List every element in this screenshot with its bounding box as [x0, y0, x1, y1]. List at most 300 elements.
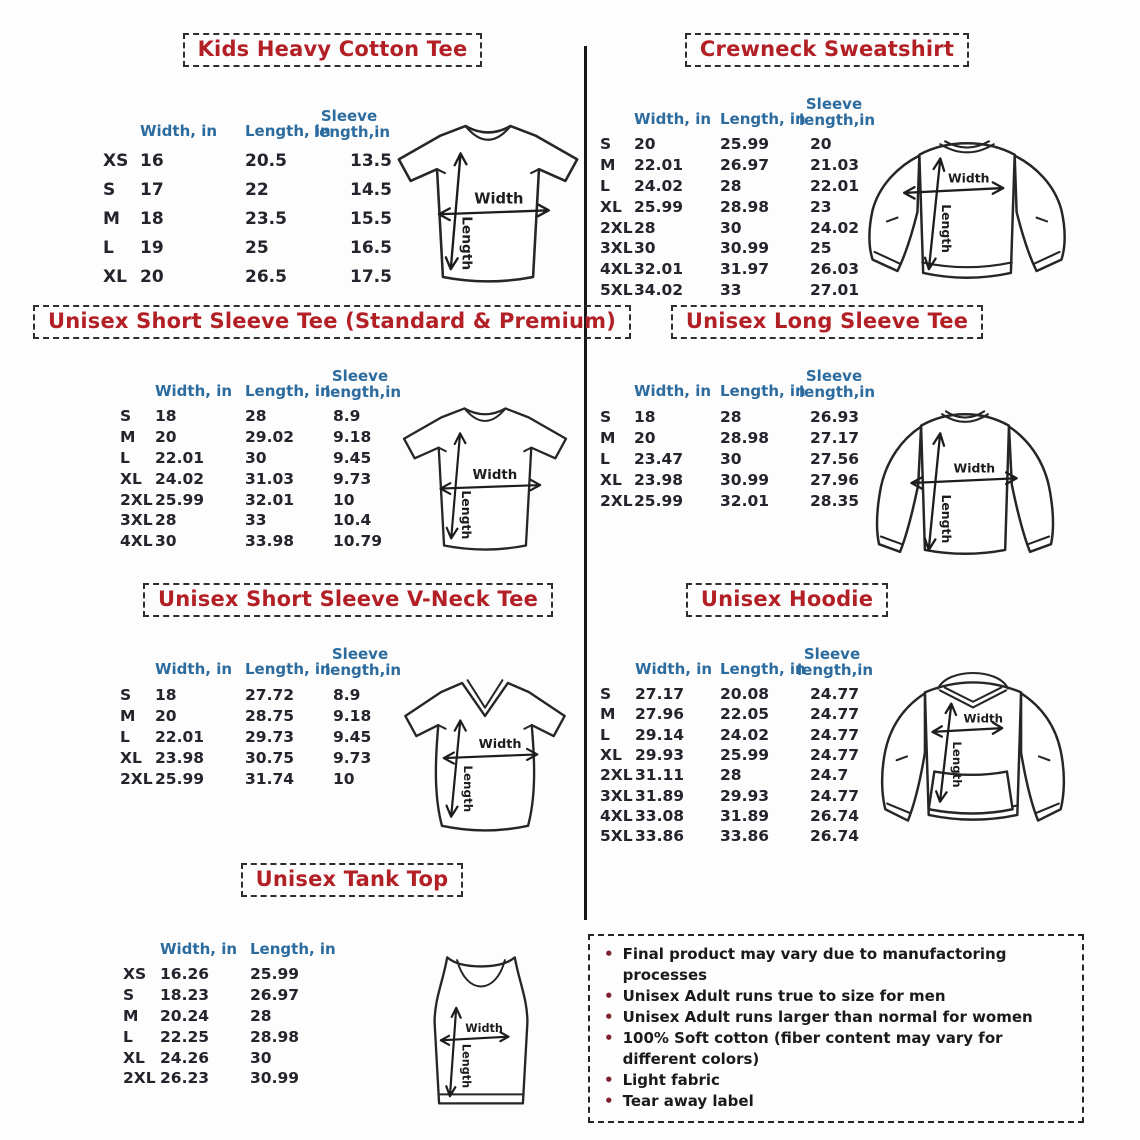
size-label: S	[120, 685, 132, 704]
size-label: XL	[120, 469, 142, 488]
tank-top-diagram	[420, 952, 542, 1116]
size-label: S	[103, 179, 116, 200]
table-header-row	[600, 636, 898, 684]
section-crewneck-sweatshirt	[592, 28, 1132, 298]
measurement-value: 31.97	[720, 260, 770, 279]
size-table	[600, 86, 898, 300]
measurement-value: 24.02	[810, 218, 860, 237]
size-label: 2XL	[600, 491, 633, 510]
measurement-value: 14.5	[350, 179, 392, 200]
measurement-value: 31.89	[720, 806, 770, 825]
section-title	[685, 33, 969, 67]
measurement-value: 15.5	[350, 208, 392, 229]
measurement-value: 23.47	[634, 449, 684, 468]
size-row-2xl	[120, 769, 423, 790]
size-label: 4XL	[600, 806, 633, 825]
size-row-m	[600, 704, 898, 724]
tee-diagram	[396, 396, 574, 558]
column-header: Sleeve length,in	[325, 366, 402, 401]
measurement-value: 28	[155, 511, 177, 530]
measurement-value: 30	[720, 449, 742, 468]
length-arrow-label: Length	[458, 490, 474, 540]
measurement-value: 26.97	[720, 156, 770, 175]
size-row-l	[600, 448, 898, 469]
column-header: Length, in	[720, 660, 806, 678]
size-row-2xl	[600, 490, 898, 511]
section-kids-heavy-cotton-tee	[80, 28, 585, 298]
measurement-value: 20.08	[720, 685, 770, 704]
section-title	[671, 305, 983, 339]
tee-illustration	[390, 112, 586, 295]
size-label: L	[600, 449, 610, 468]
measurement-value: 25.99	[720, 746, 770, 765]
measurement-value: 10.79	[333, 532, 383, 551]
measurement-value: 32.01	[720, 491, 770, 510]
note-item	[604, 1070, 1070, 1091]
measurement-value: 27.96	[810, 470, 860, 489]
size-row-s	[600, 684, 898, 704]
note-item	[604, 1091, 1070, 1112]
measurement-value: 32.01	[245, 490, 295, 509]
width-arrow-label: Width	[947, 170, 990, 186]
measurement-value: 27.17	[635, 685, 685, 704]
size-row-4xl	[600, 806, 898, 826]
tee-diagram	[390, 112, 586, 291]
size-label: S	[600, 135, 612, 154]
size-row-xl	[600, 469, 898, 490]
measurement-value: 28	[720, 407, 742, 426]
size-label: S	[120, 407, 132, 426]
measurement-value: 20	[634, 428, 656, 447]
measurement-value: 24.02	[720, 725, 770, 744]
measurement-value: 25	[245, 237, 269, 258]
measurement-value: 20	[155, 428, 177, 447]
measurement-value: 31.74	[245, 770, 295, 789]
measurement-value: 33.86	[635, 827, 685, 846]
section-title	[686, 583, 888, 617]
column-header: Width, in	[634, 110, 712, 128]
measurement-value: 25.99	[634, 491, 684, 510]
measurement-value: 24.02	[634, 176, 684, 195]
measurement-value: 9.45	[333, 448, 372, 467]
width-arrow-label: Width	[472, 467, 518, 483]
measurement-value: 20	[140, 266, 164, 287]
size-label: 5XL	[600, 827, 633, 846]
measurement-value: 27.96	[635, 705, 685, 724]
measurement-value: 8.9	[333, 685, 361, 704]
width-arrow-label: Width	[478, 737, 522, 753]
width-arrow-label: Width	[953, 460, 996, 476]
measurement-value: 22	[245, 179, 269, 200]
size-row-2xl	[600, 765, 898, 785]
size-label: S	[600, 407, 612, 426]
section-title	[33, 305, 631, 339]
measurement-value: 25.99	[155, 490, 205, 509]
size-label: L	[600, 176, 610, 195]
measurement-value: 29.14	[635, 725, 685, 744]
column-header: Width, in	[635, 660, 713, 678]
measurement-value: 17	[140, 179, 164, 200]
size-label: L	[103, 237, 114, 258]
tee-illustration	[396, 396, 574, 562]
measurement-value: 31.89	[635, 786, 685, 805]
measurement-value: 26.23	[160, 1069, 210, 1088]
size-label: 3XL	[600, 786, 633, 805]
measurement-value: 22.01	[155, 727, 205, 746]
title-row	[592, 33, 1062, 67]
size-row-s	[600, 134, 898, 155]
measurement-value: 27.56	[810, 449, 860, 468]
size-table	[600, 358, 898, 511]
size-label: M	[600, 705, 616, 724]
measurement-value: 23	[810, 197, 832, 216]
note-text: Light fabric	[622, 1071, 720, 1089]
size-row-l	[600, 725, 898, 745]
measurement-value: 28	[634, 218, 656, 237]
measurement-value: 28.98	[720, 197, 770, 216]
size-table	[600, 636, 898, 846]
title-row	[47, 305, 617, 339]
column-header: Sleeve length,in	[325, 644, 402, 679]
section-title	[143, 583, 553, 617]
measurement-value: 18	[155, 685, 177, 704]
measurement-value: 29.73	[245, 727, 295, 746]
measurement-value: 21.03	[810, 156, 860, 175]
size-label: XL	[600, 197, 622, 216]
size-row-s	[600, 406, 898, 427]
size-row-s	[120, 406, 423, 427]
measurement-value: 24.7	[810, 766, 849, 785]
size-label: M	[123, 1006, 139, 1025]
note-text: Tear away label	[622, 1092, 754, 1110]
size-row-xs	[123, 964, 350, 985]
measurement-value: 28	[245, 407, 267, 426]
width-arrow-label: Width	[474, 190, 524, 208]
measurement-value: 22.25	[160, 1027, 210, 1046]
measurement-value: 25	[810, 239, 832, 258]
measurement-value: 16	[140, 150, 164, 171]
measurement-value: 30.99	[720, 470, 770, 489]
measurement-value: 30	[245, 448, 267, 467]
width-arrow-label: Width	[465, 1022, 503, 1036]
section-title-text: Kids Heavy Cotton Tee	[197, 37, 468, 61]
size-label: XL	[103, 266, 127, 287]
size-row-5xl	[600, 280, 898, 301]
measurement-value: 28	[720, 766, 742, 785]
size-row-xl	[600, 745, 898, 765]
measurement-value: 8.9	[333, 407, 361, 426]
table-header-row	[120, 636, 423, 684]
column-header: Width, in	[634, 382, 712, 400]
size-row-3xl	[600, 785, 898, 805]
measurement-value: 26.03	[810, 260, 860, 279]
measurement-value: 24.02	[155, 469, 205, 488]
size-label: S	[600, 685, 612, 704]
v-neck-tee-illustration	[398, 670, 572, 841]
length-arrow-label: Length	[458, 216, 475, 271]
measurement-value: 17.5	[350, 266, 392, 287]
column-header: Length, in	[250, 940, 336, 958]
title-row	[592, 583, 982, 617]
measurement-value: 18	[155, 407, 177, 426]
measurement-value: 20.5	[245, 150, 287, 171]
measurement-value: 28	[720, 176, 742, 195]
measurement-value: 28.35	[810, 491, 860, 510]
sweatshirt-diagram	[860, 128, 1075, 292]
bullet-icon: •	[604, 945, 614, 963]
table-header-row	[120, 358, 423, 406]
size-label: XL	[600, 746, 622, 765]
size-row-4xl	[120, 531, 423, 552]
measurement-value: 22.01	[155, 448, 205, 467]
size-label: 4XL	[600, 260, 633, 279]
note-item	[604, 1028, 1070, 1070]
column-header: Width, in	[160, 940, 238, 958]
measurement-value: 29.02	[245, 428, 295, 447]
size-row-s	[120, 684, 423, 705]
measurement-value: 31.11	[635, 766, 685, 785]
note-text: Unisex Adult runs true to size for men	[622, 987, 946, 1005]
measurement-value: 33.08	[635, 806, 685, 825]
measurement-value: 26.97	[250, 986, 300, 1005]
length-arrow-label: Length	[939, 494, 955, 544]
size-label: M	[600, 428, 616, 447]
section-unisex-short-sleeve-tee	[47, 300, 617, 572]
column-header: Width, in	[140, 122, 218, 140]
size-row-m	[123, 1006, 350, 1027]
measurement-value: 23.5	[245, 208, 287, 229]
title-row	[592, 305, 1062, 339]
column-header: Length, in	[245, 660, 331, 678]
size-row-2xl	[123, 1068, 350, 1089]
measurement-value: 27.72	[245, 685, 295, 704]
measurement-value: 23.98	[155, 749, 205, 768]
tank-top-illustration	[420, 952, 542, 1120]
length-arrow-label: Length	[460, 765, 475, 813]
length-arrow-label: Length	[950, 741, 965, 788]
v-neck-tee-diagram	[398, 670, 572, 837]
size-row-2xl	[600, 217, 898, 238]
table-header-row	[600, 358, 898, 406]
measurement-value: 25.99	[250, 965, 300, 984]
section-title-text: Unisex Hoodie	[700, 587, 874, 611]
note-text: Unisex Adult runs larger than normal for women	[622, 1008, 1033, 1026]
size-label: 2XL	[120, 490, 153, 509]
measurement-value: 16.26	[160, 965, 210, 984]
measurement-value: 9.18	[333, 706, 372, 725]
size-row-m	[120, 705, 423, 726]
bullet-icon: •	[604, 1008, 614, 1026]
measurement-value: 22.01	[810, 176, 860, 195]
size-label: 4XL	[120, 532, 153, 551]
size-row-3xl	[120, 510, 423, 531]
column-header: Sleeve length,in	[314, 106, 391, 141]
measurement-value: 34.02	[634, 280, 684, 299]
size-row-l	[600, 176, 898, 197]
size-label: L	[123, 1027, 133, 1046]
size-row-3xl	[600, 238, 898, 259]
measurement-value: 30	[250, 1048, 272, 1067]
measurement-value: 25.99	[634, 197, 684, 216]
size-label: 2XL	[600, 218, 633, 237]
size-label: XL	[600, 470, 622, 489]
measurement-value: 32.01	[634, 260, 684, 279]
size-row-m	[600, 427, 898, 448]
title-row	[82, 583, 614, 617]
table-header-row	[600, 86, 898, 134]
title-row	[80, 33, 585, 67]
measurement-value: 20	[810, 135, 832, 154]
column-header: Width, in	[155, 660, 233, 678]
column-header: Sleeve length,in	[797, 644, 874, 679]
title-row	[82, 863, 622, 897]
size-table	[120, 636, 423, 790]
size-label: M	[120, 706, 136, 725]
table-header-row	[123, 916, 350, 964]
section-unisex-v-neck-tee	[82, 578, 582, 854]
measurement-value: 19	[140, 237, 164, 258]
measurement-value: 10	[333, 490, 355, 509]
measurement-value: 27.01	[810, 280, 860, 299]
measurement-value: 9.45	[333, 727, 372, 746]
measurement-value: 30	[155, 532, 177, 551]
long-sleeve-tee-illustration	[858, 395, 1073, 576]
length-arrow-label: Length	[939, 204, 955, 253]
section-title-text: Unisex Tank Top	[255, 867, 449, 891]
size-row-l	[120, 726, 423, 747]
size-label: M	[600, 156, 616, 175]
size-label: XS	[103, 150, 129, 171]
measurement-value: 30	[634, 239, 656, 258]
section-title-text: Unisex Long Sleeve Tee	[685, 309, 969, 333]
measurement-value: 30.99	[250, 1069, 300, 1088]
size-label: 2XL	[123, 1069, 156, 1088]
measurement-value: 24.77	[810, 746, 860, 765]
bullet-icon: •	[604, 1092, 614, 1110]
section-title-text: Unisex Short Sleeve Tee (Standard & Premium)	[47, 309, 617, 333]
measurement-value: 29.93	[720, 786, 770, 805]
length-arrow-label: Length	[459, 1043, 473, 1089]
width-arrow-label: Width	[963, 711, 1004, 726]
column-header: Sleeve length,in	[799, 94, 876, 129]
measurement-value: 24.26	[160, 1048, 210, 1067]
section-unisex-tank-top	[82, 858, 582, 1136]
measurement-value: 24.77	[810, 786, 860, 805]
measurement-value: 29.93	[635, 746, 685, 765]
measurement-value: 18.23	[160, 986, 210, 1005]
size-row-l	[123, 1026, 350, 1047]
measurement-value: 10	[333, 770, 355, 789]
measurement-value: 26.5	[245, 266, 287, 287]
measurement-value: 33.98	[245, 532, 295, 551]
size-label: L	[600, 725, 610, 744]
measurement-value: 33.86	[720, 827, 770, 846]
measurement-value: 28	[250, 1006, 272, 1025]
measurement-value: 28.98	[250, 1027, 300, 1046]
measurement-value: 20	[155, 706, 177, 725]
note-text: 100% Soft cotton (fiber content may vary for different colors)	[622, 1029, 1003, 1068]
size-table	[120, 358, 423, 552]
size-label: 2XL	[600, 766, 633, 785]
notes-box	[588, 934, 1084, 1123]
measurement-value: 23.98	[634, 470, 684, 489]
column-header: Width, in	[155, 382, 233, 400]
measurement-value: 9.73	[333, 749, 372, 768]
size-row-m	[600, 155, 898, 176]
section-title-text: Unisex Short Sleeve V-Neck Tee	[157, 587, 539, 611]
note-item	[604, 944, 1070, 986]
size-label: 3XL	[120, 511, 153, 530]
note-text: Final product may vary due to manufactoring processes	[622, 945, 1007, 984]
section-title-text: Crewneck Sweatshirt	[699, 37, 955, 61]
size-label: S	[123, 986, 135, 1005]
measurement-value: 9.18	[333, 428, 372, 447]
size-row-5xl	[600, 826, 898, 846]
bullet-icon: •	[604, 1029, 614, 1047]
note-item	[604, 986, 1070, 1007]
measurement-value: 25.99	[155, 770, 205, 789]
measurement-value: 28.98	[720, 428, 770, 447]
sweatshirt-illustration	[860, 128, 1075, 296]
column-header: Sleeve length,in	[799, 366, 876, 401]
section-unisex-hoodie	[592, 578, 1132, 854]
measurement-value: 16.5	[350, 237, 392, 258]
measurement-value: 26.74	[810, 827, 860, 846]
measurement-value: 25.99	[720, 135, 770, 154]
measurement-value: 27.17	[810, 428, 860, 447]
measurement-value: 20	[634, 135, 656, 154]
size-row-2xl	[120, 489, 423, 510]
measurement-value: 24.77	[810, 705, 860, 724]
measurement-value: 22.05	[720, 705, 770, 724]
size-row-m	[120, 427, 423, 448]
measurement-value: 26.74	[810, 806, 860, 825]
measurement-value: 24.77	[810, 725, 860, 744]
measurement-value: 18	[634, 407, 656, 426]
measurement-value: 26.93	[810, 407, 860, 426]
column-header: Length, in	[720, 110, 806, 128]
measurement-value: 18	[140, 208, 164, 229]
size-label: L	[120, 448, 130, 467]
measurement-value: 33	[720, 280, 742, 299]
size-label: XL	[120, 749, 142, 768]
measurement-value: 28.75	[245, 706, 295, 725]
measurement-value: 13.5	[350, 150, 392, 171]
measurement-value: 30	[720, 218, 742, 237]
long-sleeve-tee-diagram	[858, 395, 1073, 572]
size-row-xl	[123, 1047, 350, 1068]
measurement-value: 10.4	[333, 511, 372, 530]
column-header: Length, in	[720, 382, 806, 400]
size-label: M	[103, 208, 120, 229]
size-label: XS	[123, 965, 147, 984]
bullet-icon: •	[604, 987, 614, 1005]
column-header: Length, in	[245, 122, 331, 140]
measurement-value: 22.01	[634, 156, 684, 175]
size-label: L	[120, 727, 130, 746]
size-row-l	[120, 448, 423, 469]
size-label: 3XL	[600, 239, 633, 258]
measurement-value: 24.77	[810, 685, 860, 704]
bullet-icon: •	[604, 1071, 614, 1089]
size-row-xl	[600, 196, 898, 217]
section-title	[183, 33, 483, 67]
size-row-xl	[120, 748, 423, 769]
section-title	[241, 863, 464, 897]
column-header: Length, in	[245, 382, 331, 400]
measurement-value: 30.99	[720, 239, 770, 258]
note-item	[604, 1007, 1070, 1028]
